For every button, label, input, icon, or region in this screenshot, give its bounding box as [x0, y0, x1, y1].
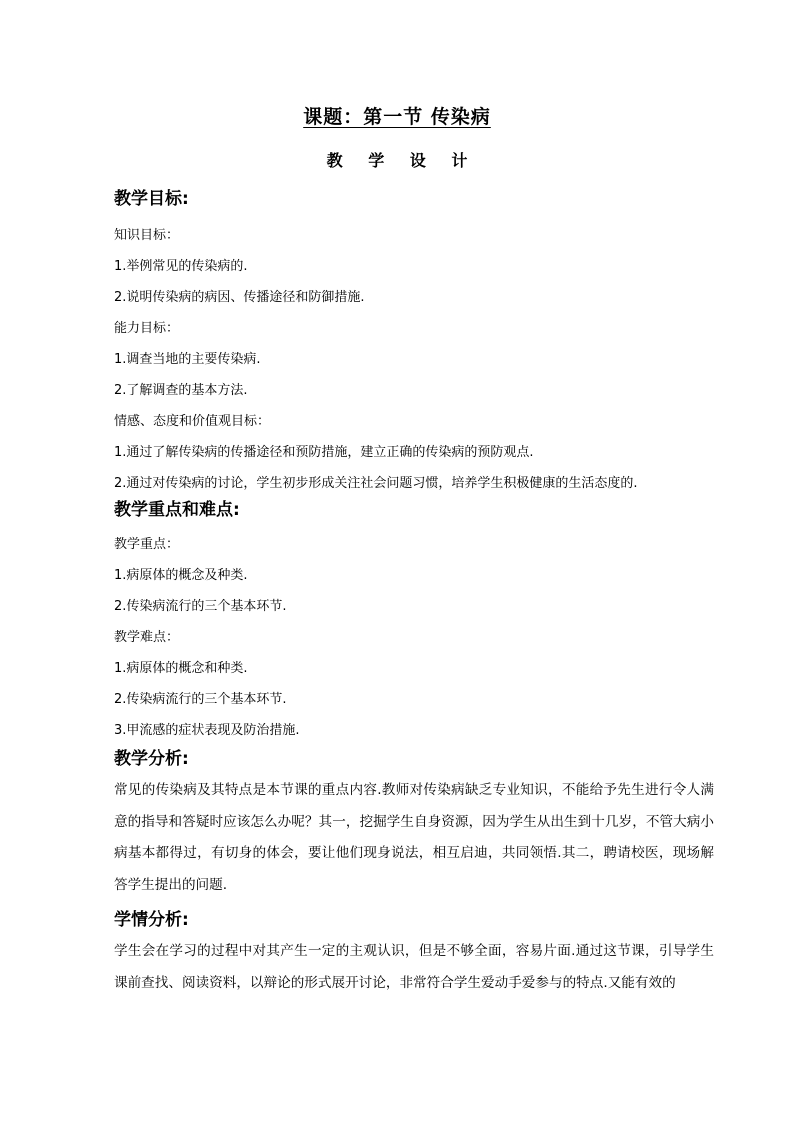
- lesson-subtitle: 教 学 设 计: [326, 151, 478, 170]
- section-teaching-analysis: [114, 746, 714, 901]
- goals-line: 能力目标：: [114, 321, 180, 336]
- keypoints-line: 教学重点：: [114, 537, 180, 552]
- analysis-paragraph: 常见的传染病及其特点是本节课的重点内容.教师对传染病缺乏专业知识，不能给予先生进行令人满意的指导和答疑时应该怎么办呢？其一，挖掘学生自身资源，因为学生从出生到十几岁，不管大病小病基本都得过，有切身的体会，要让他们现身说法，相互启迪，共同领悟.其二，聘请校医，现场解答学生提出的问题.: [114, 782, 714, 893]
- goals-line: 2.通过对传染病的讨论，学生初步形成关注社会问题习惯，培养学生积极健康的生活态度的.: [114, 476, 638, 491]
- goals-line: 1.通过了解传染病的传播途径和预防措施，建立正确的传染病的预防观点.: [114, 445, 534, 460]
- keypoints-line: 1.病原体的概念和种类.: [114, 661, 248, 676]
- goals-line: 知识目标：: [114, 228, 180, 243]
- students-paragraph: 学生会在学习的过程中对其产生一定的主观认识，但是不够全面，容易片面.通过这节课，引导学生课前查找、阅读资料，以辩论的形式展开讨论，非常符合学生爱动手爱参与的特点.又能有效的: [114, 943, 714, 991]
- section-student-analysis: [114, 907, 714, 999]
- section-teaching-goals: [114, 186, 714, 497]
- goals-line: 1.举例常见的传染病的.: [114, 259, 248, 274]
- goals-line: 2.了解调查的基本方法.: [114, 383, 248, 398]
- keypoints-line: 3.甲流感的症状表现及防治措施.: [114, 723, 300, 738]
- keypoints-line: 1.病原体的概念及种类.: [114, 568, 248, 583]
- section-key-points: [114, 497, 714, 746]
- keypoints-line: 教学难点：: [114, 630, 180, 645]
- lesson-title: 课题：第一节 传染病: [303, 106, 491, 128]
- keypoints-line: 2.传染病流行的三个基本环节.: [114, 692, 287, 707]
- section-heading-keypoints: 教学重点和难点:: [114, 500, 240, 520]
- goals-line: 情感、态度和价值观目标：: [114, 414, 271, 429]
- section-heading-students: 学情分析:: [114, 910, 189, 930]
- document-body: [114, 186, 714, 999]
- goals-line: 1.调查当地的主要传染病.: [114, 352, 261, 367]
- keypoints-line: 2.传染病流行的三个基本环节.: [114, 599, 287, 614]
- goals-line: 2.说明传染病的病因、传播途径和防御措施.: [114, 290, 365, 305]
- section-heading-analysis: 教学分析:: [114, 749, 189, 769]
- section-heading-goals: 教学目标:: [114, 189, 189, 209]
